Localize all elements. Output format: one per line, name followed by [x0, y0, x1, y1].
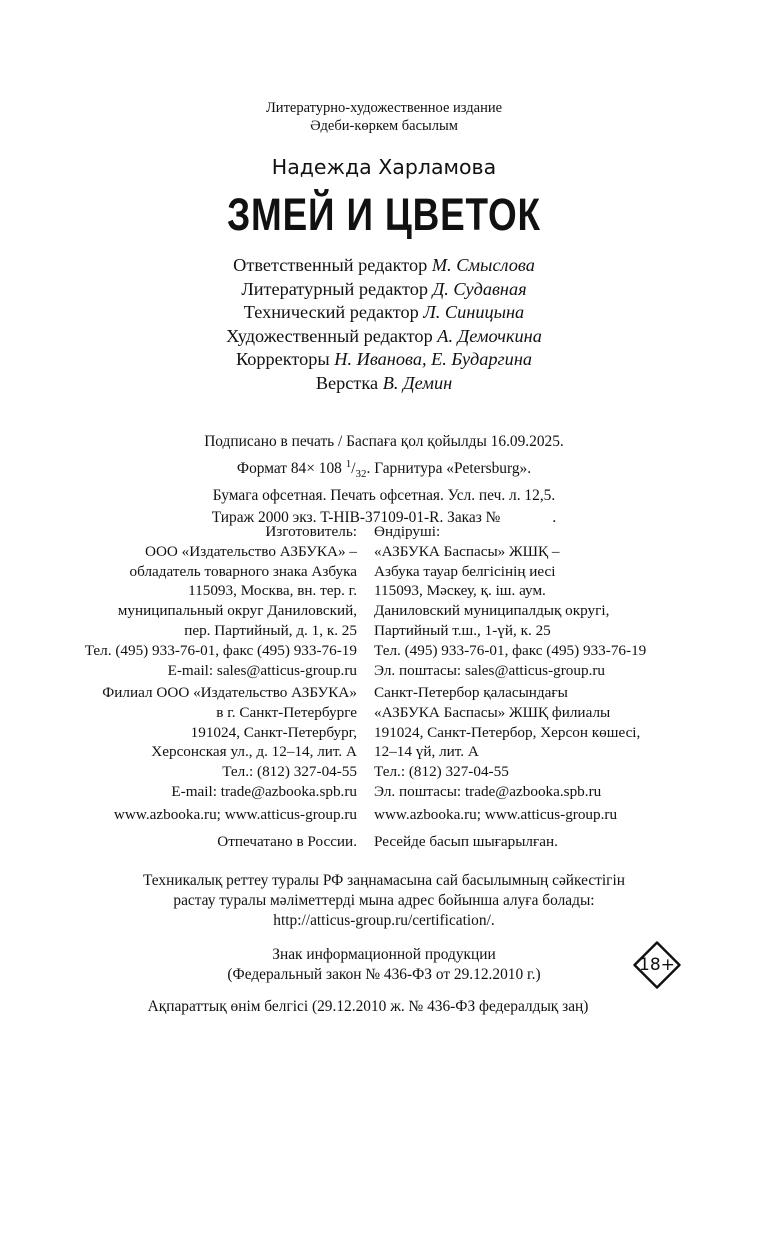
signed-date: Подписано в печать / Баспаға қол қойылды 16.09.2025.	[204, 433, 564, 450]
info-product-sign-kz: Ақпараттық өнім белгісі (29.12.2010 ж. № 436-ФЗ федералдық заң)	[147, 998, 589, 1015]
certification-line: Техникалық реттеу туралы РФ заңнамасына сай басылымның сәйкестігін	[142, 872, 625, 889]
certification-url: http://atticus-group.ru/certification/.	[273, 912, 495, 929]
info-sign-law: (Федеральный закон № 436-ФЗ от 29.12.2010 г.)	[227, 966, 541, 983]
manufacturer-ru-line: Тел. (495) 933-76-01, факс (495) 933-76-19	[84, 641, 357, 659]
branch-ru-line: Херсонская ул., д. 12–14, лит. А	[151, 743, 357, 761]
printed-in-ru: Отпечатано в России.	[217, 833, 357, 850]
manufacturer-ru-line: Изготовитель:	[265, 523, 357, 540]
publication-details	[0, 431, 768, 529]
credit-line: Ответственный редактор М. Смыслова	[233, 255, 535, 275]
branch-kz-line: 12–14 үй, лит. А	[374, 743, 479, 761]
manufacturer-kz-line: Партийный т.ш., 1-үй, к. 25	[374, 621, 551, 639]
manufacturer-kz-line: Азбука тауар белгісінің иесі	[374, 562, 556, 580]
branch-kz-line: «АЗБУКА Баспасы» ЖШҚ филиалы	[374, 703, 611, 721]
branch-ru-email: E-mail: trade@azbooka.spb.ru	[171, 782, 357, 800]
manufacturer-kz-line: Тел. (495) 933-76-01, факс (495) 933-76-19	[374, 641, 647, 659]
branch-kz	[374, 683, 640, 802]
manufacturer-ru-line: муниципальный округ Даниловский,	[117, 602, 357, 620]
editorial-credits	[0, 254, 768, 395]
web-links-ru: www.azbooka.ru; www.atticus-group.ru	[113, 806, 357, 823]
credit-line: Корректоры Н. Иванова, Е. Бударгина	[235, 349, 533, 369]
manufacturer-ru-line: ООО «Издательство АЗБУКА» –	[144, 542, 357, 560]
print-run-line: Тираж 2000 экз. T-HIB-37109-01-R. Заказ № .	[211, 509, 557, 527]
printed-in-kz: Ресейде басып шығарылған.	[374, 833, 558, 850]
branch-ru-line: Тел.: (812) 327-04-55	[222, 763, 357, 781]
branch-kz-line: 191024, Санкт-Петербор, Херсон көшесі,	[374, 723, 641, 741]
manufacturer-ru-line: пер. Партийный, д. 1, к. 25	[184, 621, 357, 639]
branch-ru-line: 191024, Санкт-Петербург,	[190, 723, 357, 741]
paper-line: Бумага офсетная. Печать офсетная. Усл. печ. л. 12,5.	[212, 487, 556, 505]
branch-kz-line: Тел.: (812) 327-04-55	[374, 763, 509, 781]
certification-note	[0, 871, 768, 931]
author-name: Надежда Харламова	[271, 155, 497, 179]
info-sign-line: Знак информационной продукции	[272, 946, 496, 963]
branch-ru-line: Филиал ООО «Издательство АЗБУКА»	[102, 684, 357, 701]
manufacturer-ru-line: обладатель товарного знака Азбука	[129, 562, 357, 580]
edition-type-ru: Литературно-художественное издание	[265, 100, 503, 116]
format-line: Формат 84× 108 $^1/_{32}$. Гарнитура «Petersburg».	[236, 458, 532, 481]
manufacturer-kz-line: Өндіруші:	[374, 523, 441, 540]
branch-ru	[102, 683, 357, 802]
branch-ru-line: в г. Санкт-Петербурге	[216, 703, 357, 721]
credit-line: Художественный редактор А. Демочкина	[226, 325, 542, 346]
manufacturer-kz-line: «АЗБУКА Баспасы» ЖШҚ –	[374, 542, 560, 560]
edition-type-kz: Әдеби-көркем басылым	[310, 118, 458, 134]
web-links-kz: www.azbooka.ru; www.atticus-group.ru	[374, 806, 618, 823]
manufacturer-kz-email: Эл. поштасы: sales@atticus-group.ru	[374, 661, 606, 679]
book-title: ЗМЕЙ И ЦВЕТОК	[227, 189, 541, 240]
age-rating-label: 18+	[639, 955, 675, 975]
manufacturer-ru	[85, 522, 357, 680]
edition-type	[0, 99, 768, 135]
manufacturer-ru-email: E-mail: sales@atticus-group.ru	[167, 661, 357, 679]
manufacturer-kz-line: 115093, Мәскеу, қ. іш. аум.	[374, 582, 546, 600]
manufacturer-kz	[374, 522, 646, 680]
branch-kz-line: Санкт-Петербор қаласындағы	[374, 684, 568, 701]
credit-line: Литературный редактор Д. Судавная	[241, 278, 527, 299]
manufacturer-ru-line: 115093, Москва, вн. тер. г.	[188, 582, 357, 600]
manufacturer-kz-line: Даниловский муниципалдық округі,	[374, 602, 610, 620]
credit-line: Технический редактор Л. Синицына	[243, 302, 525, 322]
certification-line: растау туралы мәліметтерді мына адрес бойынша алуға болады:	[173, 892, 595, 909]
age-rating-badge	[632, 940, 682, 990]
branch-kz-email: Эл. поштасы: trade@azbooka.spb.ru	[374, 782, 602, 800]
credit-line: Верстка В. Демин	[315, 372, 453, 393]
